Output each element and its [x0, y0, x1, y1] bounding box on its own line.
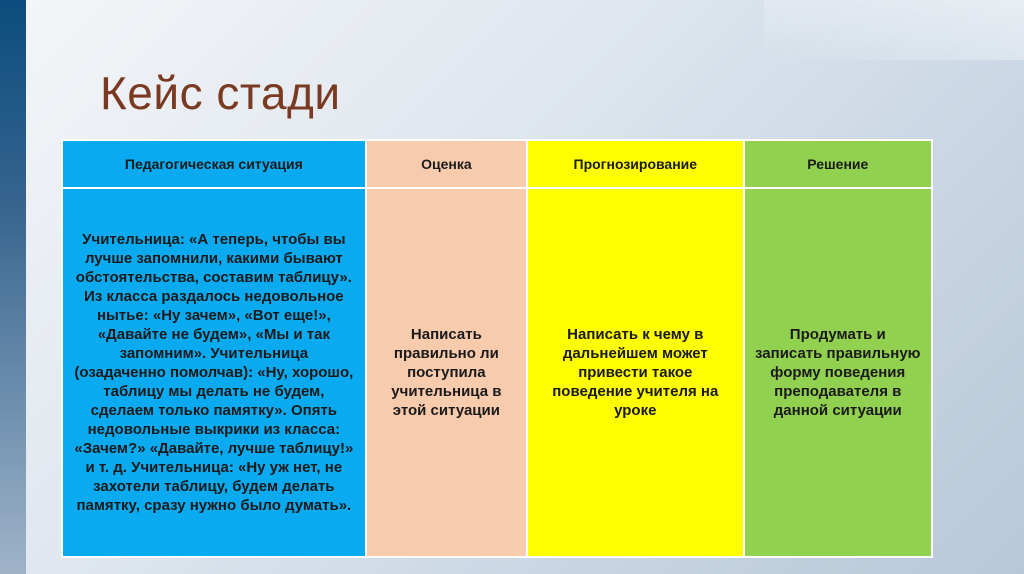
case-study-table	[61, 139, 933, 558]
cell-forecast: Написать к чему в дальнейшем может привести такое поведение учителя на уроке	[527, 188, 743, 557]
cell-solution: Продумать и записать правильную форму поведения преподавателя в данной ситуации	[744, 188, 932, 557]
header-forecast: Прогнозирование	[527, 140, 743, 188]
header-solution: Решение	[744, 140, 932, 188]
cell-situation: Учительница: «А теперь, чтобы вы лучше запомнили, какими бывают обстоятельства, составим таблицу». Из класса раздалось недовольное нытье: «Ну зачем», «Вот еще!», «Давайте не будем», «Мы и так запомним». Учительница (озадаченно помолчав): «Ну, хорошо, таблицу мы делать не будем, сделаем только памятку». Опять недовольные выкрики из класса: «Зачем?» «Давайте, лучше таблицу!» и т. д. Учительница: «Ну уж нет, не захотели таблицу, будем делать памятку, сразу нужно было думать».	[62, 188, 366, 557]
slide-title: Кейс стади	[100, 67, 341, 119]
slide-left-band	[0, 0, 26, 574]
header-estimate: Оценка	[366, 140, 527, 188]
header-situation: Педагогическая ситуация	[62, 140, 366, 188]
table-row	[62, 188, 932, 557]
slide-accent	[764, 0, 1024, 60]
cell-estimate: Написать правильно ли поступила учительница в этой ситуации	[366, 188, 527, 557]
table-header-row	[62, 140, 932, 188]
